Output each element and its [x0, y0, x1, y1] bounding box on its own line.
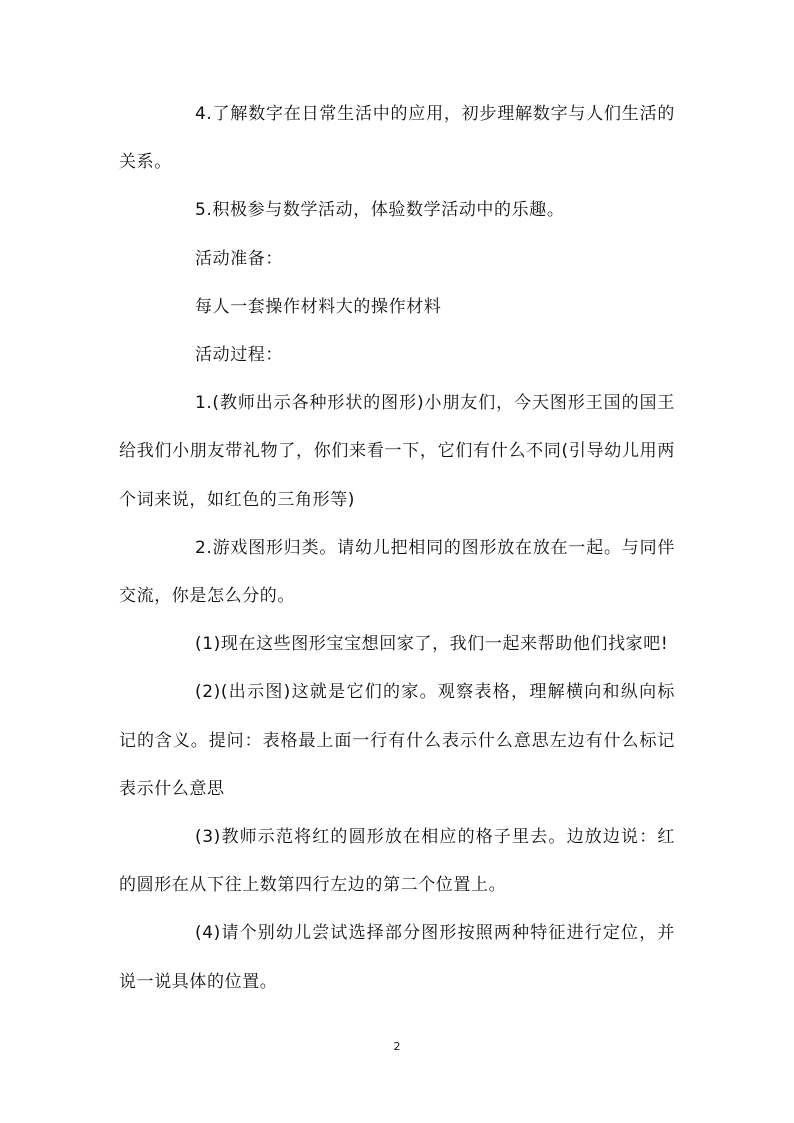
page-number: 2	[393, 1040, 401, 1053]
paragraph-step-1: 1.(教师出示各种形状的图形)小朋友们，今天图形王国的国王给我们小朋友带礼物了，你们来看一下，它们有什么不同(引导幼儿用两个词来说，如红色的三角形等)	[119, 393, 675, 510]
document-body	[119, 90, 675, 1006]
heading-activity-process: 活动过程：	[195, 345, 283, 366]
paragraph-substep-2: (2)(出示图)这就是它们的家。观察表格，理解横向和纵向标记的含义。提问：表格最上面一行有什么表示什么意思左边有什么标记表示什么意思	[119, 682, 675, 799]
paragraph-objective-4: 4.了解数字在日常生活中的应用，初步理解数字与人们生活的关系。	[119, 104, 675, 173]
paragraph-substep-4: (4)请个别幼儿尝试选择部分图形按照两种特征进行定位，并说一说具体的位置。	[119, 923, 675, 992]
paragraph-substep-1: (1)现在这些图形宝宝想回家了，我们一起来帮助他们找家吧!	[195, 634, 669, 655]
paragraph-substep-3: (3)教师示范将红的圆形放在相应的格子里去。边放边说：红的圆形在从下往上数第四行左边的第二个位置上。	[119, 827, 675, 896]
paragraph-step-2: 2.游戏图形归类。请幼儿把相同的图形放在放在一起。与同伴交流，你是怎么分的。	[119, 537, 675, 607]
heading-activity-preparation: 活动准备：	[195, 248, 283, 269]
paragraph-materials: 每人一套操作材料大的操作材料	[195, 296, 442, 317]
paragraph-objective-5: 5.积极参与数学活动，体验数学活动中的乐趣。	[195, 200, 565, 221]
